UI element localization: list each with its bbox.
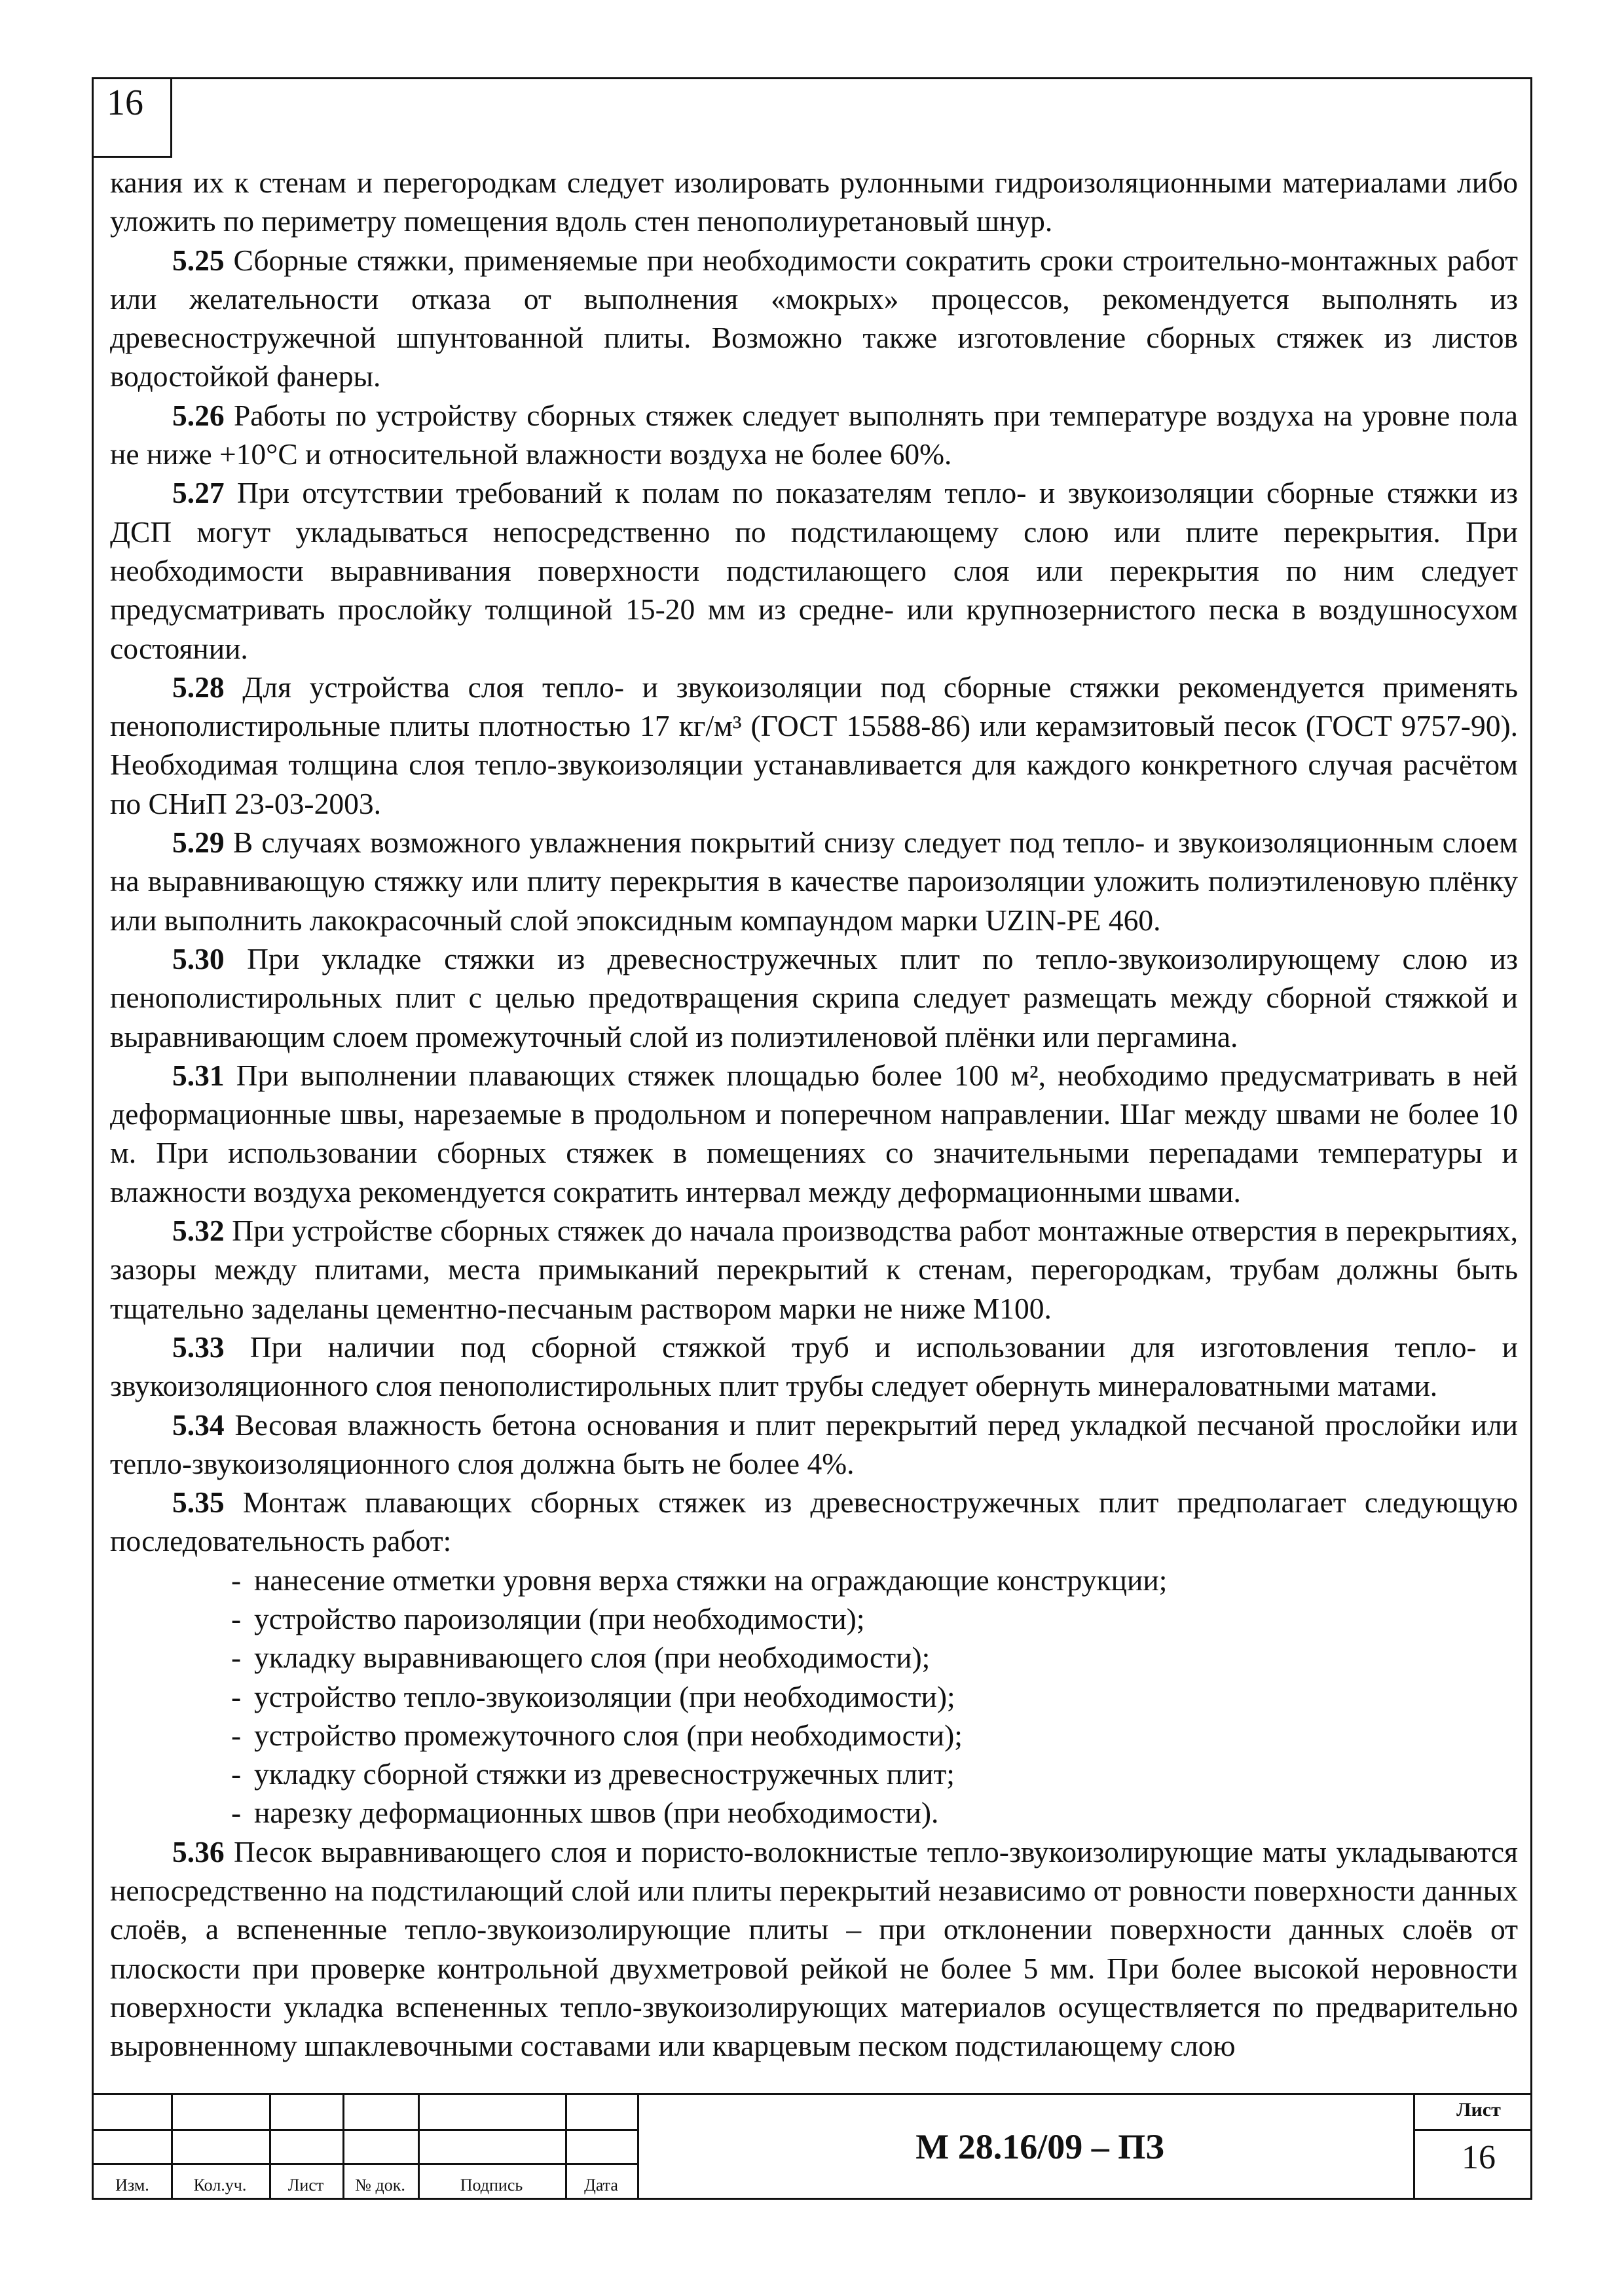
paragraph-5-27: 5.27 При отсутствии требований к полам по показателям тепло- и звукоизоляции сборные стяжки из ДСП могут укладываться непосредственно по подстилающему слою или плите перекрытия. При необходимости выравнивания поверхности подстилающего слоя или перекрытия по ним следует предусматривать прослойку толщиной 15-20 мм из средне- или крупнозернистого песка в воздушносухом состоянии. bbox=[110, 476, 1518, 665]
sheet-label: Лист bbox=[1456, 2099, 1501, 2121]
paragraph-5-30: 5.30 При укладке стяжки из древесностружечных плит по тепло-звукоизолирующему слою из пенополистирольных плит с целью предотвращения скрипа следует размещать между сборной стяжкой и выравнивающим слоем промежуточный слой из полиэтиленовой плёнки или пергамина. bbox=[110, 941, 1518, 1053]
stamp-label-count: Кол.уч. bbox=[193, 2176, 247, 2195]
work-sequence-list bbox=[110, 1561, 1518, 1832]
stamp-label-change: Изм. bbox=[115, 2176, 149, 2195]
list-item: - нанесение отметки уровня верха стяжки на ограждающие конструкции; bbox=[231, 1563, 1168, 1597]
paragraph-5-26: 5.26 Работы по устройству сборных стяжек следует выполнять при температуре воздуха на уровне пола не ниже +10°С и относительной влажности воздуха не более 60%. bbox=[110, 398, 1518, 471]
paragraph-5-34: 5.34 Весовая влажность бетона основания и плит перекрытий перед укладкой песчаной прослойки или тепло-звукоизоляционного слоя должна быть не более 4%. bbox=[110, 1408, 1518, 1480]
document-code: М 28.16/09 – ПЗ bbox=[915, 2127, 1164, 2166]
stamp-label-signature: Подпись bbox=[460, 2176, 523, 2195]
page-number-box bbox=[94, 79, 172, 158]
paragraph-continuation: кания их к стенам и перегородкам следует изолировать рулонными гидроизоляционными материалами либо уложить по периметру помещения вдоль стен пенополиуретановый шнур. bbox=[110, 166, 1518, 238]
paragraph-5-32: 5.32 При устройстве сборных стяжек до начала производства работ монтажные отверстия в перекрытиях, зазоры между плитами, места примыканий перекрытий к стенам, перегородкам, трубам должны быть тщательно заделаны цементно-песчаным раствором марки не ниже М100. bbox=[110, 1214, 1518, 1325]
list-item: - нарезку деформационных швов (при необходимости). bbox=[231, 1796, 939, 1830]
paragraph-5-35: 5.35 Монтаж плавающих сборных стяжек из древесностружечных плит предполагает следующую последовательность работ: bbox=[110, 1485, 1518, 1558]
page-frame bbox=[92, 77, 1532, 2200]
paragraph-5-31: 5.31 При выполнении плавающих стяжек площадью более 100 м², необходимо предусматривать в ней деформационные швы, нарезаемые в продольном и поперечном направлении. Шаг между швами не более 10 м. При использовании сборных стяжек в помещениях со значительными перепадами температуры и влажности воздуха рекомендуется сократить интервал между деформационными швами. bbox=[110, 1058, 1518, 1209]
page-number: 16 bbox=[107, 82, 143, 123]
paragraph-5-29: 5.29 В случаях возможного увлажнения покрытий снизу следует под тепло- и звукоизоляционным слоем на выравнивающую стяжку или плиту перекрытия в качестве пароизоляции уложить полиэтиленовую плёнку или выполнить лакокрасочный слой эпоксидным компаундом марки UZIN-PE 460. bbox=[110, 826, 1518, 937]
stamp-label-sheet: Лист bbox=[287, 2176, 324, 2195]
title-block-stamp bbox=[94, 2093, 1530, 2198]
stamp-label-date: Дата bbox=[584, 2176, 618, 2195]
paragraph-5-33: 5.33 При наличии под сборной стяжкой труб и использовании для изготовления тепло- и звукоизоляционного слоя пенополистирольных плит трубы следует обернуть минераловатными матами. bbox=[110, 1330, 1518, 1403]
list-item: - укладку выравнивающего слоя (при необходимости); bbox=[231, 1641, 931, 1675]
paragraph-5-28: 5.28 Для устройства слоя тепло- и звукоизоляции под сборные стяжки рекомендуется применять пенополистирольные плиты плотностью 17 кг/м³ (ГОСТ 15588-86) или керамзитовый песок (ГОСТ 9757-90). Необходимая толщина слоя тепло-звукоизоляции устанавливается для каждого конкретного случая расчётом по СНиП 23-03-2003. bbox=[110, 670, 1518, 820]
sheet-number: 16 bbox=[1462, 2139, 1496, 2176]
stamp-label-doc-no: № док. bbox=[355, 2176, 405, 2195]
list-item: - устройство тепло-звукоизоляции (при необходимости); bbox=[231, 1679, 955, 1713]
paragraph-5-36: 5.36 Песок выравнивающего слоя и пористо-волокнистые тепло-звукоизолирующие маты укладываются непосредственно на подстилающий слой или плиты перекрытий независимо от ровности поверхности данных слоёв, а вспененные тепло-звукоизолирующие плиты – при отклонении поверхности данных слоёв от плоскости при проверке контрольной двухметровой рейкой не более 5 мм. При более высокой неровности поверхности укладка вспененных тепло-звукоизолирующих материалов осуществляется по предварительно выровненному шпаклевочными составами или кварцевым песком подстилающему слою bbox=[110, 1834, 1518, 2063]
paragraph-5-25: 5.25 Сборные стяжки, применяемые при необходимости сократить сроки строительно-монтажных работ или желательности отказа от выполнения «мокрых» процессов, рекомендуется выполнять из древесностружечной шпунтованной плиты. Возможно также изготовление сборных стяжек из листов водостойкой фанеры. bbox=[110, 243, 1518, 393]
list-item: - укладку сборной стяжки из древесностружечных плит; bbox=[231, 1757, 955, 1791]
list-item: - устройство промежуточного слоя (при необходимости); bbox=[231, 1718, 963, 1752]
list-item: - устройство пароизоляции (при необходимости); bbox=[231, 1601, 865, 1635]
document-body bbox=[110, 163, 1518, 2066]
